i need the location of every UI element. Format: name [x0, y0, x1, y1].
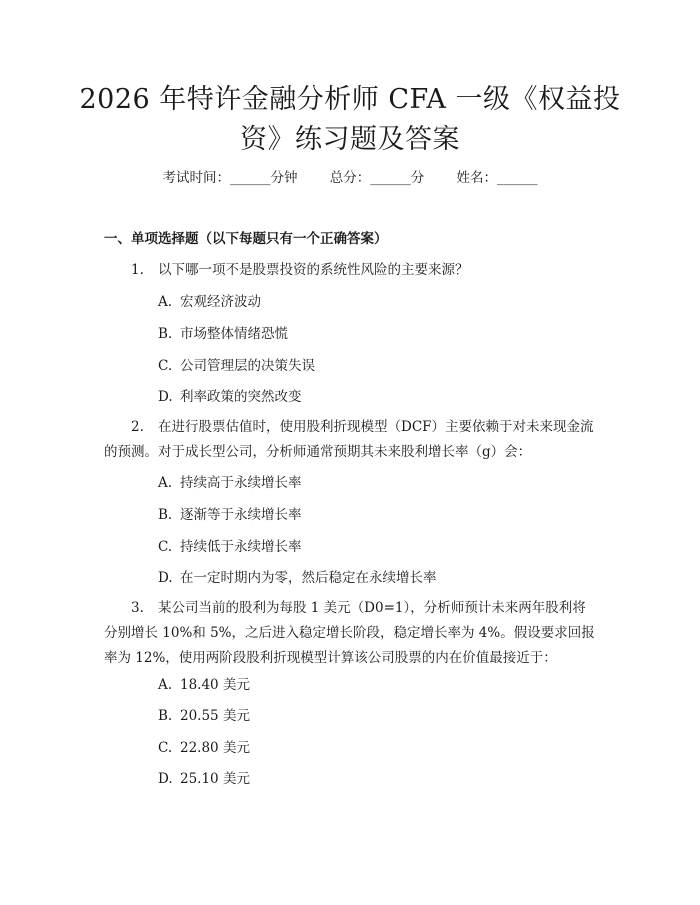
option-text: 持续高于永续增长率	[180, 475, 302, 491]
question-1	[104, 258, 596, 283]
option-key: B.	[158, 326, 173, 342]
option-text: 逐渐等于永续增长率	[180, 507, 302, 523]
option-key: A.	[158, 294, 173, 310]
option-key: B.	[158, 708, 173, 724]
question-number: 3.	[131, 600, 144, 616]
option-text: 持续低于永续增长率	[180, 539, 302, 555]
question-number: 1.	[131, 262, 144, 278]
question-text: 某公司当前的股利为每股 1 美元（D0=1），分析师预计未来两年股利将分别增长 10%和 5%，之后进入稳定增长阶段，稳定增长率为 4%。假设要求回报率为 12%，使用两阶段股利折现模型计算该公司股票的内在价值最接近于：	[104, 600, 595, 666]
option-key: D.	[158, 771, 173, 787]
option-key: A.	[158, 677, 173, 693]
option-3b	[158, 706, 250, 726]
option-2c	[158, 537, 302, 557]
option-2a	[158, 473, 302, 493]
option-key: D.	[158, 389, 173, 405]
option-text: 利率政策的突然改变	[180, 389, 302, 405]
option-key: B.	[158, 507, 173, 523]
option-key: D.	[158, 570, 173, 586]
question-number: 2.	[131, 419, 144, 435]
option-text: 市场整体情绪恐慌	[180, 326, 288, 342]
question-2	[104, 415, 596, 465]
option-text: 25.10 美元	[180, 771, 250, 787]
exam-info-line	[0, 168, 700, 188]
option-text: 18.40 美元	[180, 677, 250, 693]
total-score-field: 总分：______分	[329, 170, 425, 186]
question-text: 在进行股票估值时，使用股利折现模型（DCF）主要依赖于对未来现金流的预测。对于成长型公司，分析师通常预期其未来股利增长率（g）会：	[104, 419, 594, 460]
exam-time-field: 考试时间：______分钟	[162, 170, 298, 186]
option-key: C.	[158, 358, 173, 374]
question-text: 以下哪一项不是股票投资的系统性风险的主要来源？	[158, 262, 469, 278]
option-1d	[158, 387, 302, 407]
section-heading: 一、单项选择题（以下每题只有一个正确答案）	[104, 231, 388, 247]
option-3c	[158, 738, 250, 758]
option-text: 公司管理层的决策失误	[180, 358, 315, 374]
option-text: 宏观经济波动	[180, 294, 261, 310]
option-2d	[158, 568, 437, 588]
option-text: 在一定时期内为零，然后稳定在永续增长率	[180, 570, 437, 586]
name-field: 姓名：______	[456, 170, 538, 186]
option-key: A.	[158, 475, 173, 491]
option-2b	[158, 505, 302, 525]
option-text: 20.55 美元	[180, 708, 250, 724]
option-key: C.	[158, 539, 173, 555]
option-1c	[158, 356, 315, 376]
option-1a	[158, 292, 261, 312]
option-text: 22.80 美元	[180, 740, 250, 756]
document-title: 2026 年特许金融分析师 CFA 一级《权益投资》练习题及答案	[79, 84, 621, 155]
option-1b	[158, 324, 288, 344]
option-key: C.	[158, 740, 173, 756]
option-3a	[158, 675, 250, 695]
option-3d	[158, 769, 250, 789]
question-3	[104, 596, 596, 671]
